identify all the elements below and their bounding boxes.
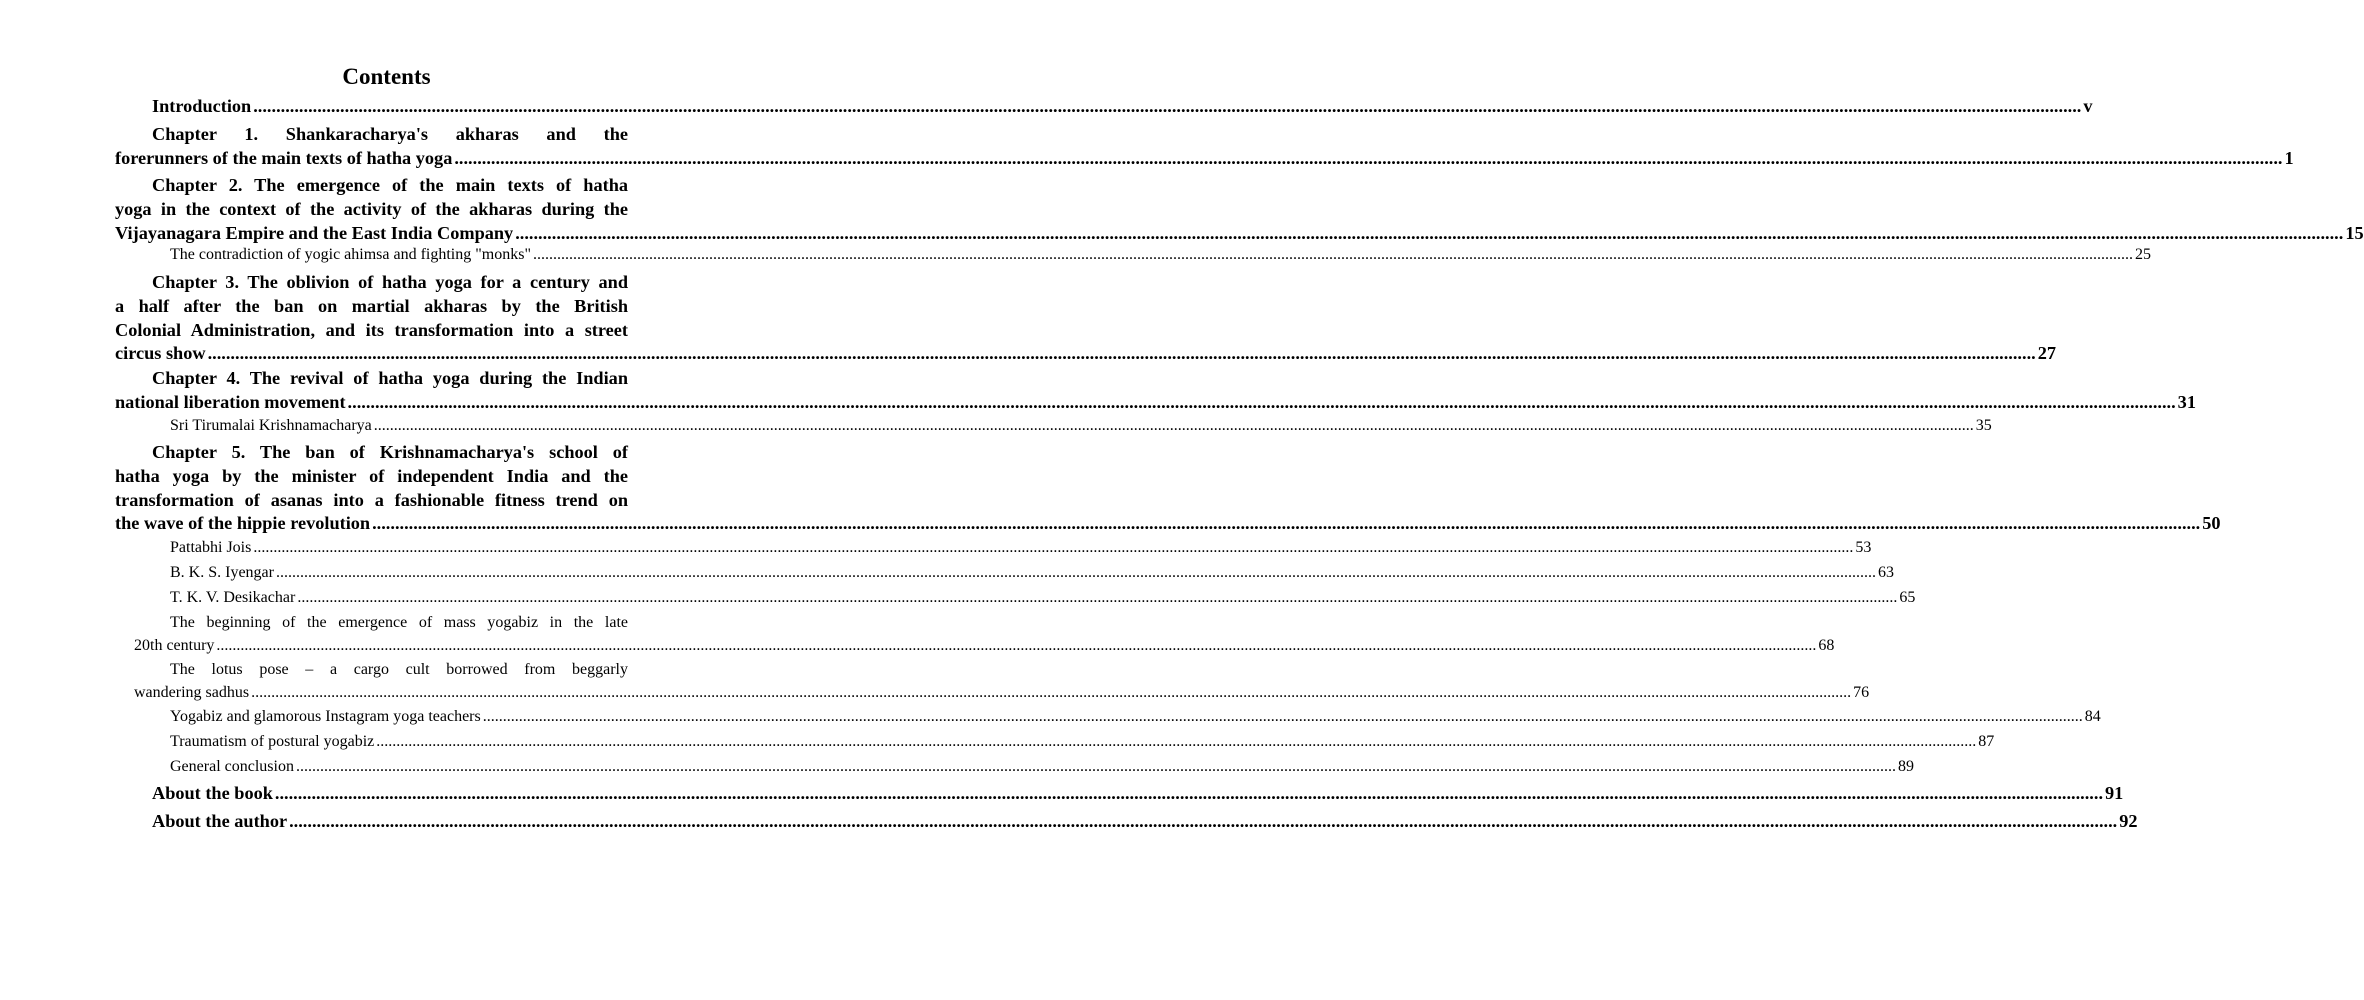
- toc-entry-line: Chapter 5. The ban of Krishnamacharya's school of: [152, 442, 628, 462]
- dot-leader: ................................................................................................................................................................................................................................................................................................................................................................................................................: [253, 96, 2082, 116]
- toc-entry-line: forerunners of the main texts of hatha yoga: [115, 147, 453, 168]
- toc-entry-line: yoga in the context of the activity of the akharas during the: [115, 198, 628, 219]
- page-number: 91: [2105, 783, 2124, 803]
- toc-entry-line: B. K. S. Iyengar: [170, 564, 274, 581]
- page-number: 84: [2084, 708, 2101, 725]
- toc-entry-line: Pattabhi Jois: [170, 539, 252, 556]
- dot-leader: ................................................................................................................................................................................................................................................................................................................................................................................................................: [454, 147, 2283, 168]
- toc-entry-line: Vijayanagara Empire and the East India Company: [115, 222, 514, 243]
- dot-leader: ................................................................................................................................................................................................................................................................................................................................................................................................................: [251, 684, 1852, 701]
- page-number: 50: [2202, 513, 2221, 534]
- dot-leader: ................................................................................................................................................................................................................................................................................................................................................................................................................: [297, 589, 1898, 606]
- toc-entry[interactable]: [115, 441, 2221, 536]
- toc-entry[interactable]: [115, 367, 2196, 415]
- toc-entry-line: Chapter 3. The oblivion of hatha yoga for a century and: [152, 272, 628, 292]
- toc-entry-line: hatha yoga by the minister of independent India and the: [115, 465, 628, 486]
- dot-leader: ................................................................................................................................................................................................................................................................................................................................................................................................................: [482, 708, 2083, 725]
- page-number: 87: [1978, 733, 1995, 750]
- toc-entry[interactable]: [115, 561, 1894, 584]
- toc-entry[interactable]: [115, 810, 2138, 834]
- toc-entry[interactable]: [115, 658, 1870, 704]
- page-number: 89: [1897, 758, 1914, 775]
- dot-leader: ................................................................................................................................................................................................................................................................................................................................................................................................................: [347, 391, 2176, 412]
- toc-entry-line: The lotus pose – a cargo cult borrowed from beggarly: [170, 661, 628, 678]
- toc-entry-line: Yogabiz and glamorous Instagram yoga teachers: [170, 708, 481, 725]
- dot-leader: ................................................................................................................................................................................................................................................................................................................................................................................................................: [216, 637, 1817, 654]
- page-number: 27: [2037, 343, 2056, 364]
- dot-leader: ................................................................................................................................................................................................................................................................................................................................................................................................................: [275, 564, 1876, 581]
- toc-entry-line: the wave of the hippie revolution: [115, 513, 371, 534]
- toc-entry[interactable]: [115, 730, 1995, 753]
- toc-entry-line: 20th century: [134, 637, 215, 654]
- page-number: 63: [1877, 564, 1894, 581]
- toc-entry[interactable]: [115, 414, 1992, 437]
- toc-entry[interactable]: [115, 123, 2294, 171]
- toc-entry-line: Chapter 1. Shankaracharya's akharas and the: [152, 124, 628, 144]
- toc-entry-line: Sri Tirumalai Krishnamacharya: [170, 417, 372, 434]
- toc-entry-line: Introduction: [152, 96, 252, 116]
- page-number: 31: [2177, 391, 2196, 412]
- toc-entry-line: a half after the ban on martial akharas by the British: [115, 295, 628, 316]
- dot-leader: ................................................................................................................................................................................................................................................................................................................................................................................................................: [207, 343, 2036, 364]
- toc-entry[interactable]: [115, 95, 2093, 119]
- toc-entry[interactable]: [115, 271, 2056, 366]
- toc-entry-line: T. K. V. Desikachar: [170, 589, 296, 606]
- toc-entry-line: General conclusion: [170, 758, 294, 775]
- page-number: 92: [2119, 811, 2138, 831]
- toc-entry-line: Colonial Administration, and its transformation into a street: [115, 319, 628, 340]
- toc-entry[interactable]: [115, 611, 1835, 657]
- toc-entry[interactable]: [115, 586, 1916, 609]
- toc-entry-line: About the author: [152, 811, 288, 831]
- dot-leader: ................................................................................................................................................................................................................................................................................................................................................................................................................: [274, 783, 2104, 803]
- toc-entry[interactable]: [115, 536, 1872, 559]
- toc-entry-line: Chapter 4. The revival of hatha yoga during the Indian: [152, 368, 628, 388]
- dot-leader: ................................................................................................................................................................................................................................................................................................................................................................................................................: [289, 811, 2118, 831]
- page-number: 68: [1818, 637, 1835, 654]
- page-title: Contents: [342, 64, 431, 89]
- dot-leader: ................................................................................................................................................................................................................................................................................................................................................................................................................: [295, 758, 1896, 775]
- toc-entry-line: wandering sadhus: [134, 684, 250, 701]
- page-number: 35: [1975, 417, 1992, 434]
- page-number: 65: [1899, 589, 1916, 606]
- toc-entry-line: transformation of asanas into a fashionable fitness trend on: [115, 489, 628, 510]
- toc-entry[interactable]: [115, 705, 2101, 728]
- dot-leader: ................................................................................................................................................................................................................................................................................................................................................................................................................: [532, 246, 2133, 263]
- dot-leader: ................................................................................................................................................................................................................................................................................................................................................................................................................: [373, 417, 1974, 434]
- page-number: 53: [1855, 539, 1872, 556]
- dot-leader: ................................................................................................................................................................................................................................................................................................................................................................................................................: [372, 513, 2201, 534]
- toc-entry[interactable]: [115, 174, 2364, 245]
- toc-entry-line: Traumatism of postural yogabiz: [170, 733, 375, 750]
- page-number: 25: [2134, 246, 2151, 263]
- toc-entry-line: The contradiction of yogic ahimsa and fighting "monks": [170, 246, 531, 263]
- page-number: 76: [1853, 684, 1870, 701]
- toc-entry-line: national liberation movement: [115, 391, 346, 412]
- toc-entry[interactable]: [115, 782, 2124, 806]
- toc-entry[interactable]: [115, 243, 2151, 266]
- page-number: 1: [2284, 147, 2294, 168]
- page-number: v: [2083, 96, 2093, 116]
- toc-entry-line: Chapter 2. The emergence of the main texts of hatha: [152, 175, 628, 195]
- page-number: 15: [2345, 222, 2364, 243]
- toc-entry-line: The beginning of the emergence of mass yogabiz in the late: [170, 614, 628, 631]
- dot-leader: ................................................................................................................................................................................................................................................................................................................................................................................................................: [515, 222, 2344, 243]
- toc-entry[interactable]: [115, 755, 1914, 778]
- dot-leader: ................................................................................................................................................................................................................................................................................................................................................................................................................: [253, 539, 1854, 556]
- toc-entry-line: About the book: [152, 783, 273, 803]
- toc-entry-line: circus show: [115, 343, 206, 364]
- dot-leader: ................................................................................................................................................................................................................................................................................................................................................................................................................: [376, 733, 1977, 750]
